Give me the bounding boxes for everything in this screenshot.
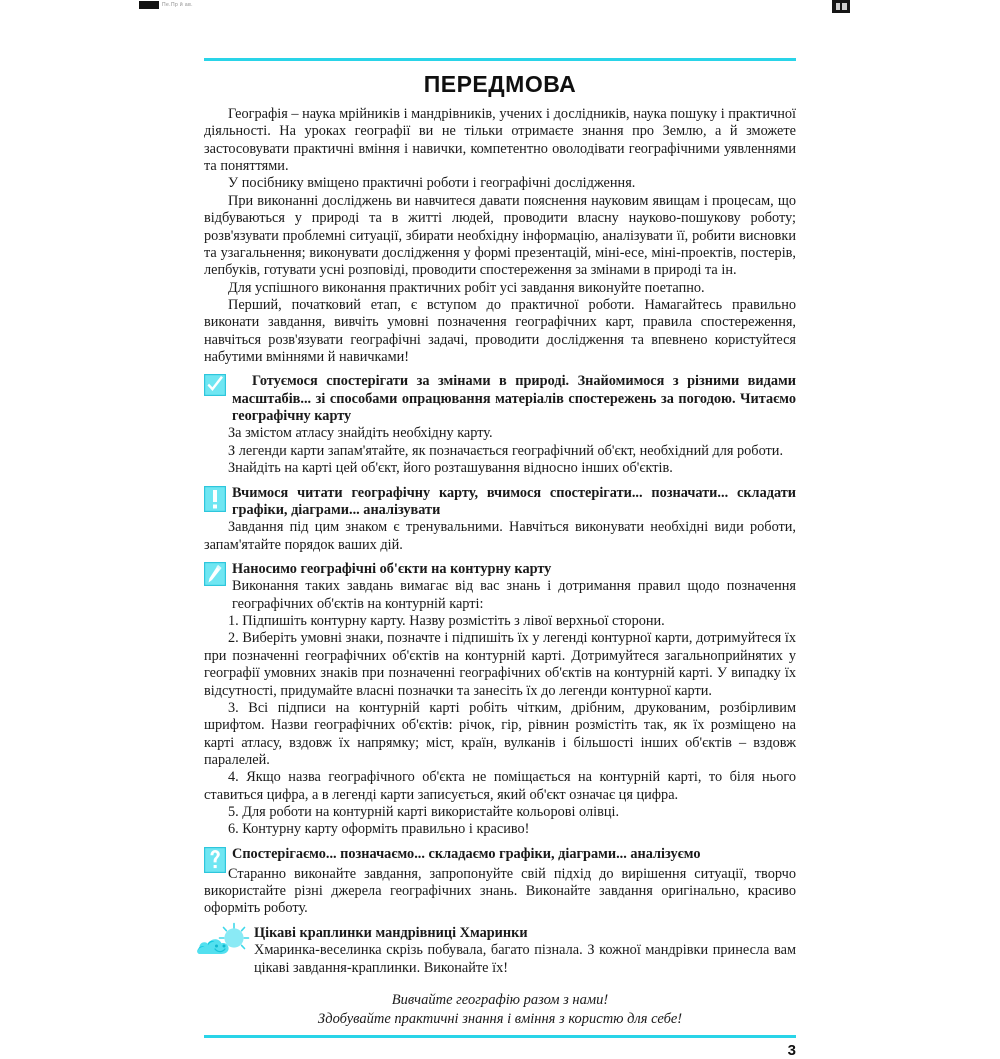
- section-checkmark: [204, 373, 796, 477]
- closing-line-1: Вивчайте географію разом з нами!: [391, 991, 609, 1008]
- pencil-icon: [204, 562, 226, 584]
- document-page: [204, 0, 796, 1059]
- section-body-2: З легенди карти запам'ятайте, як позначається географічний об'єкт, необхідний для роботи.: [228, 442, 784, 459]
- section-question: [204, 846, 796, 918]
- section-exclamation: [204, 485, 796, 554]
- scan-thumbnail-mark-icon: [832, 0, 850, 13]
- section-heading: Спостерігаємо... позначаємо... складаємо графіки, діаграми... аналізуємо: [232, 845, 701, 862]
- cloud-sun-icon: [196, 921, 252, 963]
- question-mark-icon: [204, 847, 226, 869]
- section-body-7: 6. Контурну карту оформіть правильно і красиво!: [228, 821, 530, 838]
- section-pencil: [204, 561, 796, 839]
- section-heading-row: [204, 561, 796, 613]
- section-body-1: Хмаринка-веселинка скрізь побувала, багато пізнала. З кожної мандрівки принесла вам цікаві завдання-краплинки. Виконайте їх!: [254, 942, 796, 976]
- section-heading: Готуємося спостерігати за змінами в природі. Знайомимося з різними видами масштабів... зі способами опрацювання матеріалів спостережень за погодою. Читаємо географічну карту: [232, 373, 796, 425]
- scan-black-block-icon: [139, 1, 159, 9]
- scan-smudge-text: Пе.Пр й ав.: [162, 2, 193, 8]
- section-body-6: 5. Для роботи на контурній карті використайте кольорові олівці.: [228, 804, 620, 821]
- section-body-3: Знайдіть на карті цей об'єкт, його розташування відносно інших об'єктів.: [228, 460, 673, 477]
- closing-block: [204, 991, 796, 1029]
- section-body-1: Старанно виконайте завдання, запропонуйте свій підхід до вирішення ситуації, творчо використайте різні джерела географічних знань. Виконайте завдання оригінально, красиво оформіть роботу.: [204, 865, 796, 917]
- page-title: ПЕРЕДМОВА: [423, 71, 577, 97]
- footer-rule: [204, 1035, 796, 1038]
- section-body-1: За змістом атласу знайдіть необхідну карту.: [228, 425, 493, 442]
- section-body-1: Виконання таких завдань вимагає від вас знань і дотримання правил щодо позначення географічних об'єктів на контурній карті:: [232, 578, 796, 612]
- section-heading-row: [204, 925, 796, 977]
- exclamation-mark-icon: [204, 486, 226, 508]
- section-heading-row: [204, 846, 796, 866]
- checkmark-icon: [204, 374, 226, 396]
- section-body-1: Завдання під цим знаком є тренувальними. Навчіться виконувати необхідні види роботи, запам'ятайте порядок ваших дій.: [204, 519, 796, 553]
- page-number: 3: [787, 1042, 796, 1059]
- section-heading: Цікаві краплинки мандрівниці Хмаринки: [254, 924, 528, 941]
- section-heading-row: [204, 485, 796, 520]
- header-rule: [204, 58, 796, 61]
- intro-paragraph-3: При виконанні досліджень ви навчитеся давати пояснення науковим явищам і процесам, що відбуваються у природі та в житті людей, проводити власну науково-пошукову роботу; розв'язувати проблемні ситуації, збирати необхідну інформацію, аналізувати її, робити висновки та узагальнення; виконувати дослідження у формі презентацій, міні-есе, міні-проектів, постерів, лепбуків, готувати усні розповіді, проводити спостереження за змінами в природі та ін.: [204, 192, 796, 279]
- intro-paragraph-4: Для успішного виконання практичних робіт усі завдання виконуйте поетапно.: [228, 279, 705, 296]
- section-heading: Вчимося читати географічну карту, вчимося спостерігати... позначати... складати графіки, діаграми... аналізувати: [232, 484, 796, 518]
- section-heading-row: [204, 373, 796, 425]
- section-body-4: 3. Всі підписи на контурній карті робіть чітким, дрібним, друкованим, розбірливим шрифтом. Назви географічних об'єктів: річок, гір, рівнин розмістіть так, як їх розміщено на карті атласу, вздовж їх напрямку; міст, країн, вулканів і більшості інших об'єктів – вздовж паралелей.: [204, 699, 796, 768]
- intro-paragraph-1: Географія – наука мрійників і мандрівників, учених і дослідників, наука пошуку і практичної діяльності. На уроках географії ви не тільки отримаєте знання про Землю, а й зможете застосовувати практичні вміння і навички, компетентно оволодівати географічними уявленнями та поняттями.: [204, 106, 797, 175]
- intro-paragraph-5: Перший, початковий етап, є вступом до практичної роботи. Намагайтесь правильно виконати завдання, вивчіть умовні позначення географічних карт, правила спостереження, навчіться розв'язувати географічні задачі, проводити дослідження та впевнено користуйтеся набутими вміннями й навичками!: [204, 296, 796, 366]
- section-cloud: [204, 925, 796, 977]
- section-body-3: 2. Виберіть умовні знаки, позначте і підпишіть їх у легенді контурної карти, дотримуйтеся їх при позначенні географічних об'єктів на контурній карті. Дотримуйтеся загальноприйнятих у географії умовних знаків при позначенні географічних об'єктів на контурній карті. У випадку їх відсутності, придумайте власні позначки та занесіть їх до легенди контурної карти.: [204, 630, 796, 699]
- closing-line-2: Здобувайте практичні знання і вміння з користю для себе!: [317, 1011, 683, 1028]
- intro-paragraph-2: У посібнику вміщено практичні роботи і географічні дослідження.: [228, 175, 636, 192]
- section-body-2: 1. Підпишіть контурну карту. Назву розмістіть з лівої верхньої сторони.: [228, 613, 665, 630]
- section-heading: Наносимо географічні об'єкти на контурну карту: [232, 560, 552, 577]
- scan-mark-left: [139, 1, 193, 9]
- section-body-5: 4. Якщо назва географічного об'єкта не поміщається на контурній карті, то біля нього ставиться цифра, а в легенді карти записується, який об'єкт означає ця цифра.: [204, 769, 796, 803]
